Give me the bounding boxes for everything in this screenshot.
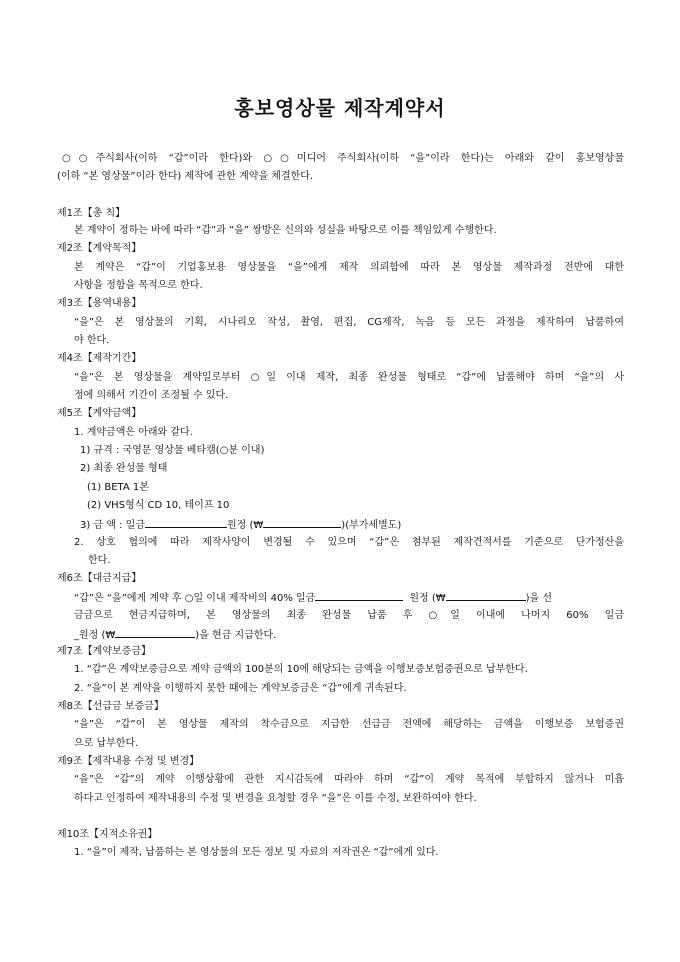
advance-blank-korean[interactable] [315,590,403,601]
amount-won-label: 원정 (₩ [227,520,264,531]
article-5-line-5: (2) VHS형식 CD 10, 테이프 10 [87,500,230,511]
article-5-line-7: 2. 상호 협의에 따라 제작사양이 변경될 수 있으며 “갑”은 첨부된 제작견적서를 기준으로 단가정산을 [74,537,624,548]
article-5-line-1: 1. 계약금액은 아래와 같다. [74,427,193,438]
article-1-heading: 제1조【총 칙】 [57,208,126,219]
article-5-line-6 [80,517,401,533]
advance-won-label: 원정 (₩ [409,593,446,604]
advance-payment-text: “갑”은 “을”에게 계약 후 ○일 이내 제작비의 40% 일금 [74,593,316,604]
article-2-line-2: 사항을 정함을 목적으로 한다. [74,280,203,291]
article-3-line-2: 야 한다. [74,335,110,346]
article-5-heading: 제5조【계약금액】 [57,408,142,419]
article-8-line-1: “을”은 “갑”이 본 영상물 제작의 착수금으로 지급한 선급금 전액에 해당하는 금액을 이행보증 보험증권 [74,719,624,730]
article-5-line-8: 한다. [88,555,111,566]
article-2-line-1: 본 계약은 “갑”이 기업홍보용 영상물을 “을”에게 제작 의뢰함에 따라 본 영상물 제작과정 전반에 대한 [74,262,624,273]
article-10-heading: 제10조【지적소유권】 [57,829,158,840]
balance-won-label: _원정 (₩ [74,630,116,641]
article-5-line-4: (1) BETA 1본 [87,482,149,493]
article-9-heading: 제9조【제작내용 수정 및 변경】 [57,756,200,767]
balance-blank-numeric[interactable] [115,627,195,638]
article-5-line-3: 2) 최종 완성물 형태 [80,463,168,474]
amount-label: 3) 금 액 : 일금 [80,520,145,531]
advance-suffix: )을 선 [525,593,553,604]
amount-blank-korean[interactable] [145,517,227,528]
article-1-line-1: 본 계약이 정하는 바에 따라 “갑”과 “을” 쌍방은 신의와 성실을 바탕으로 이를 책임있게 수행한다. [74,225,497,236]
amount-vat-note: )(부가세별도) [341,520,402,531]
article-8-heading: 제8조【선급금 보증금】 [57,701,164,712]
article-4-line-2: 정에 의해서 기간이 조정될 수 있다. [74,390,229,401]
article-6-line-1 [74,590,552,606]
advance-blank-numeric[interactable] [446,590,526,601]
article-8-line-2: 으로 납부한다. [74,738,139,749]
intro-line-2: (이하 “본 영상물”이라 한다) 제작에 관한 계약을 체결한다. [57,171,314,182]
article-4-line-1: “을”은 본 영상물을 계약일로부터 ○일 이내 제작, 최종 완성물 형태로 “갑”에 납품해야 하며 “을”의 사 [74,372,624,383]
article-9-line-2: 하다고 인정하여 제작내용의 수정 및 변경을 요청할 경우 “을”은 이를 수정, 보완하여야 한다. [74,793,477,804]
article-4-heading: 제4조【제작기간】 [57,353,142,364]
article-2-heading: 제2조【계약목적】 [57,243,142,254]
article-5-line-2: 1) 규격 : 국영문 영상물 베타캠(○분 이내) [80,445,265,456]
article-10-line-1: 1. “을”이 제작, 납품하는 본 영상물의 모든 정보 및 자료의 저작권은 “갑”에게 있다. [74,847,439,858]
article-3-heading: 제3조【용역내용】 [57,298,142,309]
article-7-heading: 제7조【계약보증금】 [57,646,151,657]
article-3-line-1: “을”은 본 영상물의 기획, 시나리오 작성, 촬영, 편집, CG제작, 녹음 등 모든 과정을 제작하여 납품하여 [74,317,624,328]
article-9-line-1: “을”은 “갑”의 계약 이행상황에 관한 지시감독에 따라야 하며 “갑”이 계약 목적에 부합하지 않거나 미흡 [74,774,624,785]
article-6-heading: 제6조【대금지급】 [57,573,142,584]
article-7-line-2: 2. “을”이 본 계약을 이행하지 못한 때에는 계약보증금은 “갑”에게 귀속된다. [74,683,407,694]
amount-blank-numeric[interactable] [263,517,341,528]
article-6-line-2: 금금으로 현금지급하며, 본 영상물의 최종 완성물 납품 후 ○일 이내에 나머지 60% 일금 [74,610,624,621]
intro-line-1: ○○주식회사(이하 “갑”이라 한다)와 ○○미디어 주식회사(이하 “을”이라 한다)는 아래와 같이 홍보영상물 [62,153,624,164]
balance-suffix: )을 현금 지급한다. [195,630,277,641]
article-7-line-1: 1. “갑”은 계약보증금으로 계약 금액의 100분의 10에 해당되는 금액을 이행보증보험증권으로 납부한다. [74,664,528,675]
article-6-line-3 [74,627,276,643]
document-title: 홍보영상물 제작계약서 [234,96,446,120]
